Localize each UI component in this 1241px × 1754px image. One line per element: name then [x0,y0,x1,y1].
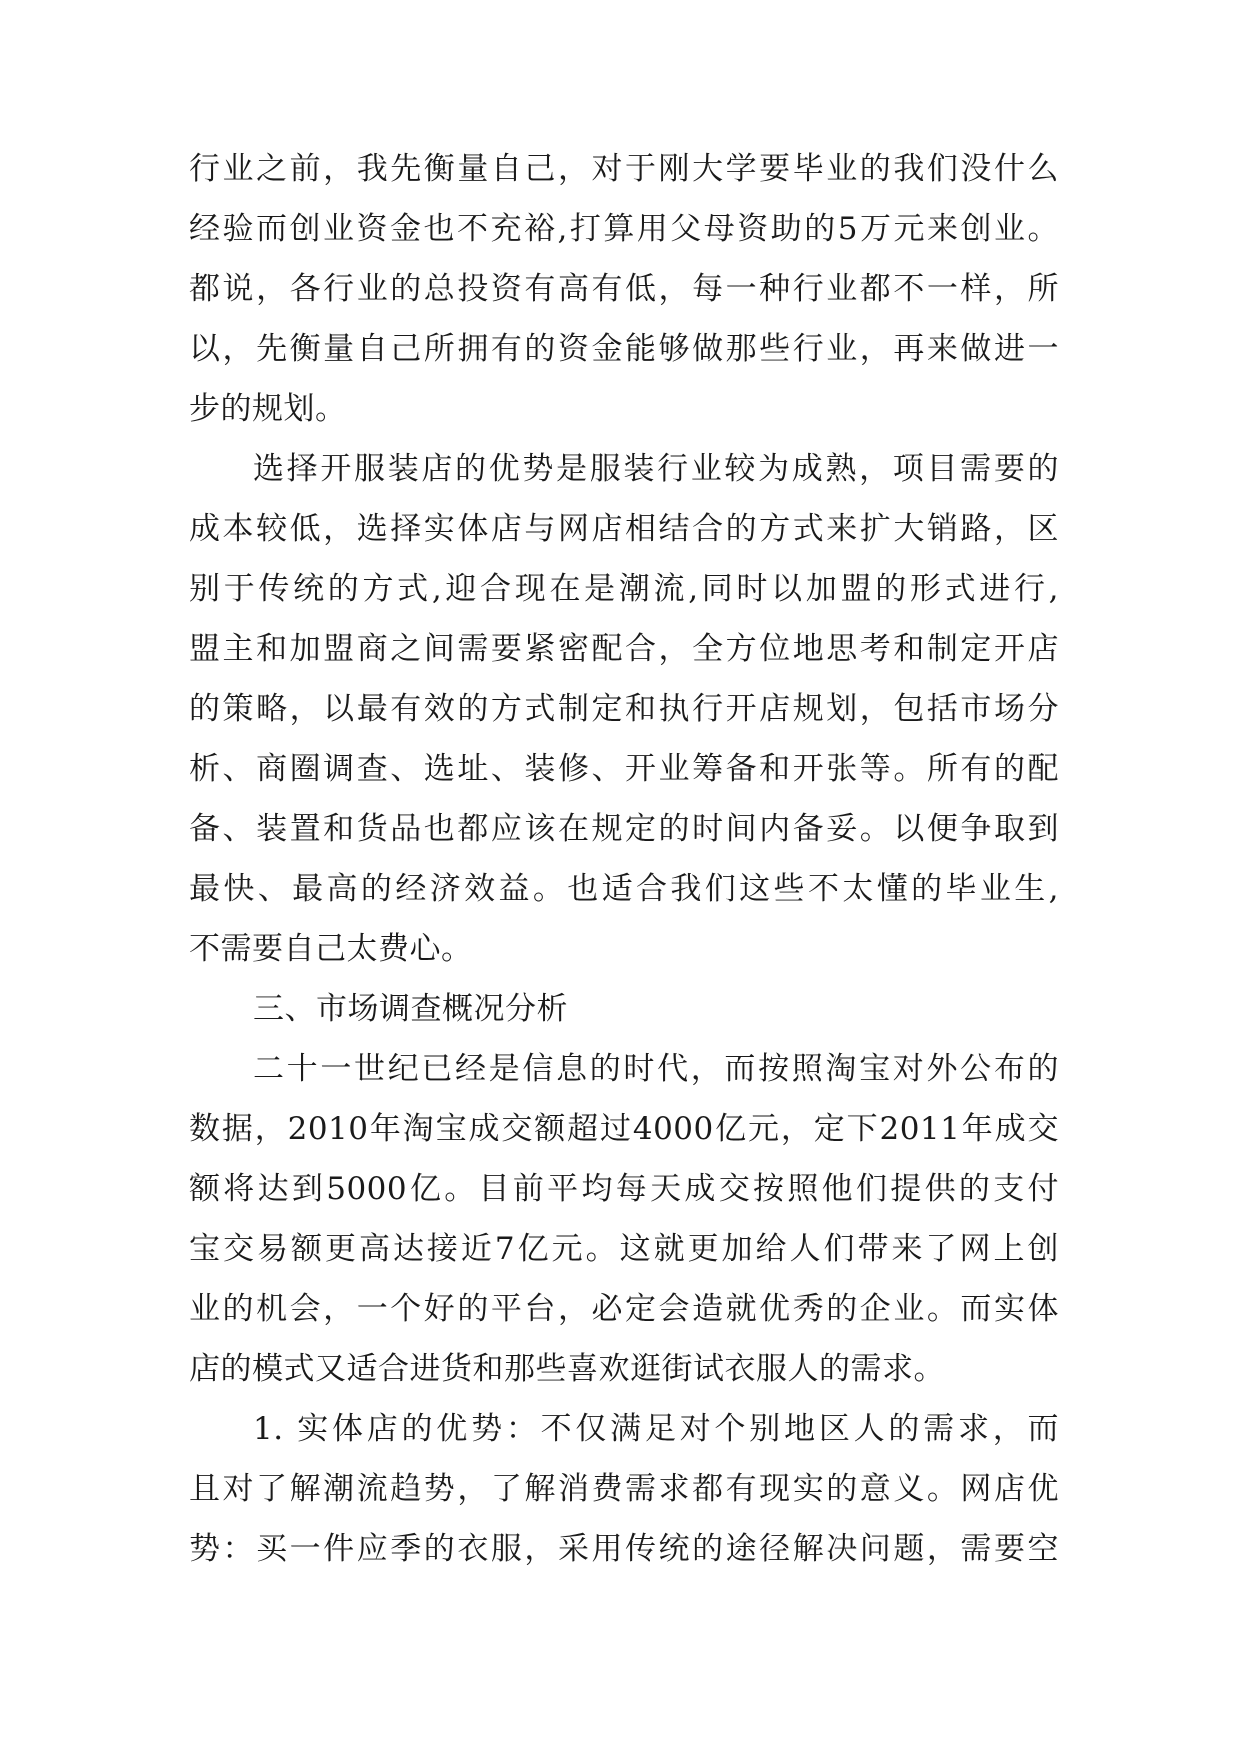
text-line: 选择开服装店的优势是服装行业较为成熟，项目需要的 [253,451,1059,487]
text-line: 数据，2010年淘宝成交额超过4000亿元，定下2011年成交 [189,1111,1059,1147]
text-line: 宝交易额更高达接近7亿元。这就更加给人们带来了网上创 [189,1231,1059,1267]
text-line: 步的规划。 [189,391,347,427]
text-line: 以，先衡量自己所拥有的资金能够做那些行业，再来做进一 [189,331,1059,367]
section-heading: 三、市场调查概况分析 [253,991,568,1027]
text-line: 的策略，以最有效的方式制定和执行开店规划，包括市场分 [189,691,1059,727]
text-line: 行业之前，我先衡量自己，对于刚大学要毕业的我们没什么 [189,151,1059,187]
text-line: 额将达到5000亿。目前平均每天成交按照他们提供的支付 [189,1171,1059,1207]
text-line: 都说，各行业的总投资有高有低，每一种行业都不一样，所 [189,271,1059,307]
text-line: 备、装置和货品也都应该在规定的时间内备妥。以便争取到 [189,811,1059,847]
text-line: 不需要自己太费心。 [189,931,473,967]
text-line: 店的模式又适合进货和那些喜欢逛街试衣服人的需求。 [189,1351,945,1387]
text-line: 且对了解潮流趋势，了解消费需求都有现实的意义。网店优 [189,1471,1059,1507]
text-line: 1. 实体店的优势：不仅满足对个别地区人的需求，而 [253,1411,1059,1447]
text-line: 经验而创业资金也不充裕,打算用父母资助的5万元来创业。 [189,211,1059,247]
text-line: 析、商圈调查、选址、装修、开业筹备和开张等。所有的配 [189,751,1059,787]
text-line: 别于传统的方式,迎合现在是潮流,同时以加盟的形式进行, [189,571,1059,607]
text-line: 业的机会，一个好的平台，必定会造就优秀的企业。而实体 [189,1291,1059,1327]
text-line: 最快、最高的经济效益。也适合我们这些不太懂的毕业生, [189,871,1059,907]
text-line: 二十一世纪已经是信息的时代，而按照淘宝对外公布的 [253,1051,1059,1087]
text-line: 势：买一件应季的衣服，采用传统的途径解决问题，需要空 [189,1531,1059,1567]
text-line: 盟主和加盟商之间需要紧密配合，全方位地思考和制定开店 [189,631,1059,667]
text-line: 成本较低，选择实体店与网店相结合的方式来扩大销路，区 [189,511,1059,547]
